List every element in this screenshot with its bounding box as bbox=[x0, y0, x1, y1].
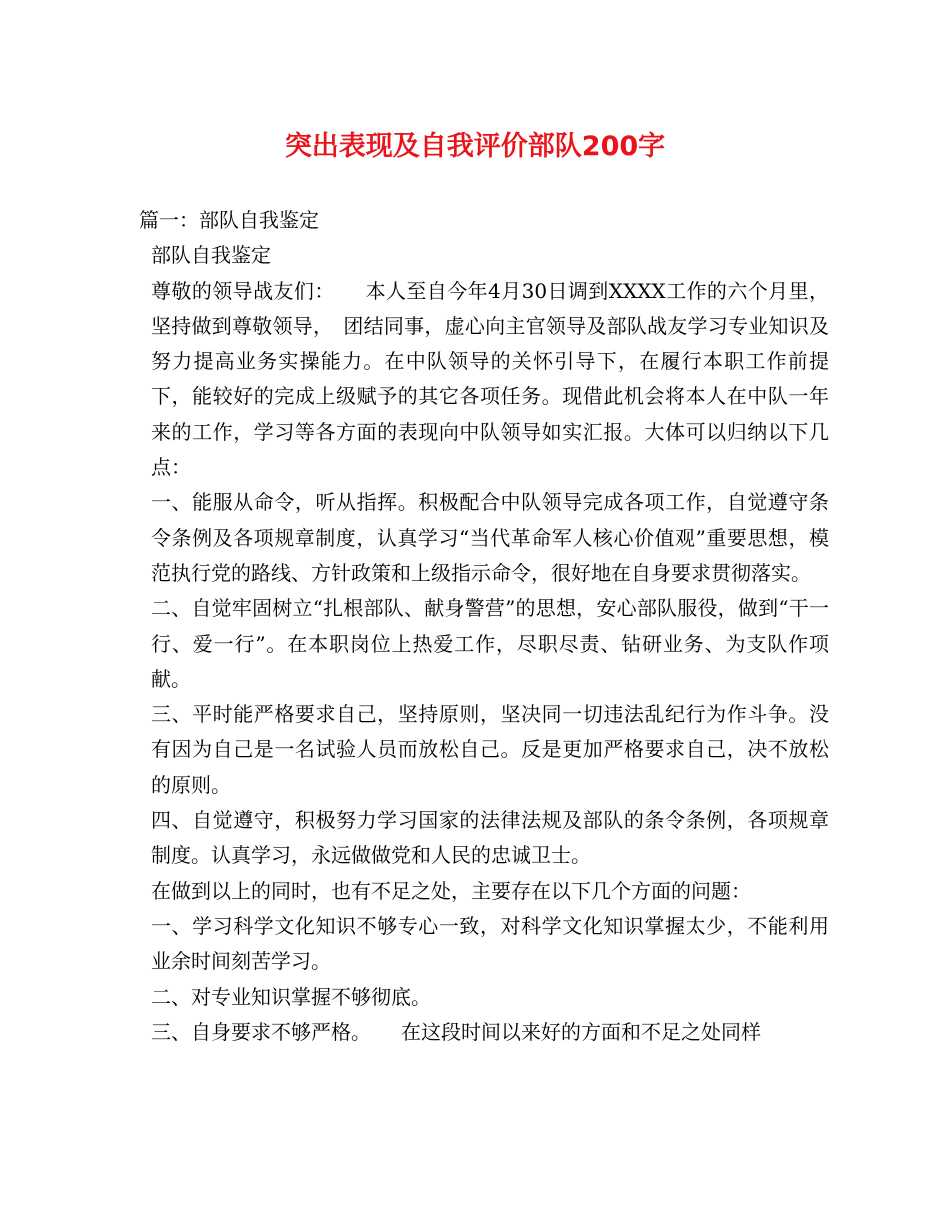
paragraph-point-3: 三、平时能严格要求自己，坚持原则，坚决同一切违法乱纪行为作斗争。没有因为自己是一名试验人员而放松自己。反是更加严格要求自己，决不放松的原则。 bbox=[151, 702, 829, 797]
paragraph-point-2: 二、自觉牢固树立“扎根部队、献身警营”的思想，安心部队服役，做到“干一行、爱一行”。在本职岗位上热爱工作，尽职尽责、钻研业务、为支队作项献。 bbox=[151, 596, 829, 691]
document-body bbox=[139, 203, 829, 1050]
paragraph-shortcomings-intro: 在做到以上的同时，也有不足之处，主要存在以下几个方面的问题： bbox=[151, 878, 751, 903]
paragraph-point-4: 四、自觉遵守，积极努力学习国家的法律法规及部队的条令条例，各项规章制度。认真学习，永远做做党和人民的忠诚卫士。 bbox=[151, 808, 829, 868]
paragraph-shortcoming-3: 三、自身要求不够严格。 在这段时间以来好的方面和不足之处同样 bbox=[151, 1019, 761, 1044]
page-title: 突出表现及自我评价部队200字 bbox=[284, 131, 666, 162]
subsection-heading: 部队自我鉴定 bbox=[151, 243, 271, 268]
section-heading: 篇一：部队自我鉴定 bbox=[139, 208, 319, 232]
paragraph-intro: 尊敬的领导战友们： 本人至自今年4月30日调到XXXX工作的六个月里，坚持做到尊敬领导， 团结同事，虚心向主官领导及部队战友学习专业知识及努力提高业务实操能力。在中队领导的关怀引导下，在履行本职工作前提下，能较好的完成上级赋予的其它各项任务。现借此机会将本人在中队一年来的工作，学习等各方面的表现向中队领导如实汇报。大体可以归纳以下几点： bbox=[151, 278, 829, 480]
paragraph-point-1: 一、能服从命令，听从指挥。积极配合中队领导完成各项工作，自觉遵守条令条例及各项规章制度，认真学习“当代革命军人核心价值观”重要思想，模范执行党的路线、方针政策和上级指示命令，很好地在自身要求贯彻落实。 bbox=[151, 490, 829, 585]
paragraph-shortcoming-1: 一、学习科学文化知识不够专心一致，对科学文化知识掌握太少，不能利用业余时间刻苦学习。 bbox=[151, 913, 829, 974]
paragraph-shortcoming-2: 二、对专业知识掌握不够彻底。 bbox=[151, 984, 431, 1009]
